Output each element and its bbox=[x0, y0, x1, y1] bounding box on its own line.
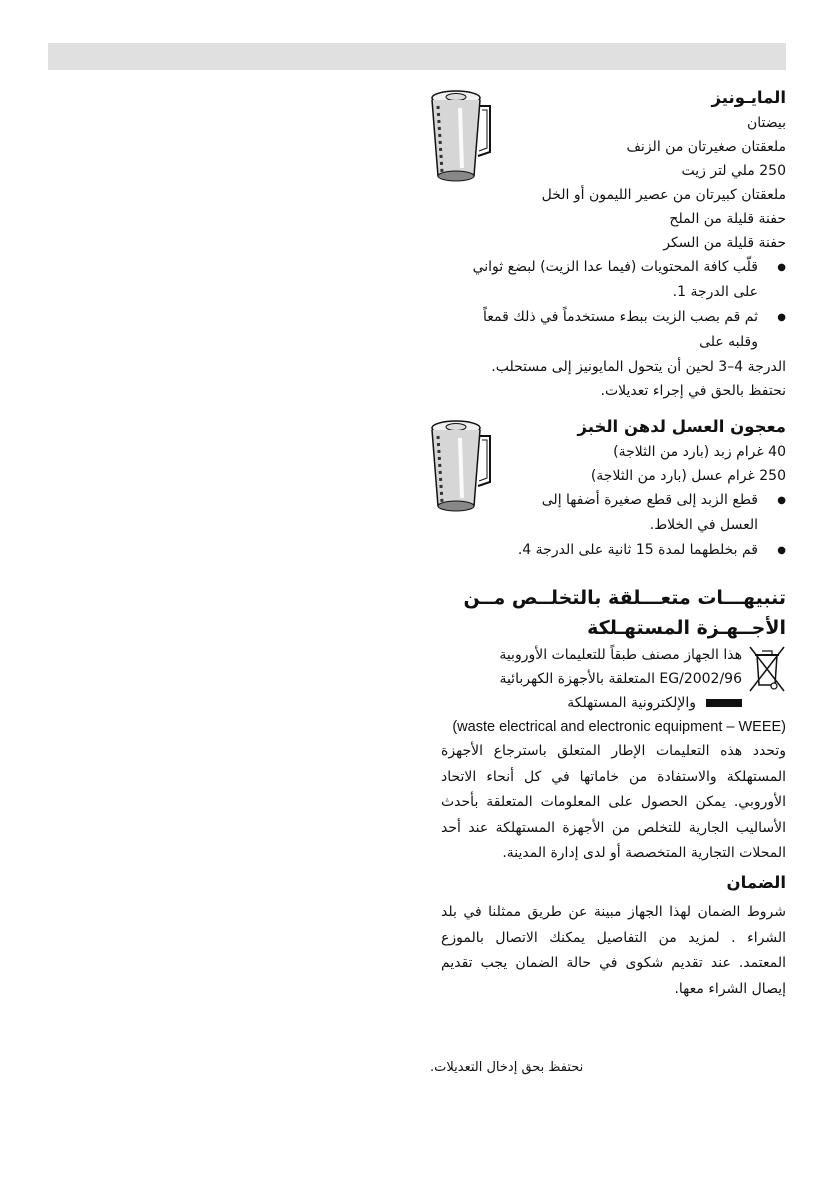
step-bullet: ● ثم قم بصب الزيت ببطء مستخدماً في ذلك قمعاً وقلبه على bbox=[468, 305, 786, 355]
weee-line: هذا الجهاز مصنف طبقاً للتعليمات الأوروبية bbox=[499, 647, 742, 663]
disposal-paragraph: وتحدد هذه التعليمات الإطار المتعلق باسترجاع الأجهزة المستهلكة والاستفادة من خاماتها في كل أنحاء الاتحاد الأوروبي. يمكن الحصول على المعلومات المتعلقة بأحدث الأساليب الجارية للتخلص من الأجهزة المستهلكة عند أحد المحلات التجارية المتخصصة أو لدى إدارة المدينة. bbox=[441, 743, 786, 861]
mayonnaise-section bbox=[441, 85, 786, 403]
header-bar bbox=[48, 43, 786, 70]
ingredient: حفنة قليلة من السكر bbox=[663, 235, 786, 251]
section-title: تنبيهـــات متعـــلقة بالتخلــص مــن bbox=[463, 587, 786, 609]
ingredient: بيضتان bbox=[746, 115, 786, 131]
black-bar-marker bbox=[706, 699, 742, 707]
step-bullet: ● قم بخلطهما لمدة 15 ثانية على الدرجة 4. bbox=[468, 538, 786, 563]
ingredient: 250 غرام عسل (بارد من الثلاجة) bbox=[590, 468, 786, 484]
disposal-section bbox=[441, 583, 786, 867]
section-title: المايـونيز bbox=[711, 88, 786, 107]
step-text: الدرجة 4–3 لحين أن يتحول المايونيز إلى مستحلب. bbox=[491, 359, 786, 375]
ingredient: ملعقتان صغيرتان من الزنف bbox=[626, 139, 786, 155]
warranty-paragraph: شروط الضمان لهذا الجهاز مبينة عن طريق ممثلنا في بلد الشراء . لمزيد من التفاصيل يمكنك الاتصال بالموزع المعتمد. عند تقديم شكوى في حالة الضمان يجب تقديم إيصال الشراء معها. bbox=[441, 904, 786, 997]
section-title: الأجــهـزة المستهـلكة bbox=[587, 617, 786, 639]
ingredient: حفنة قليلة من الملح bbox=[669, 211, 786, 227]
honey-butter-section bbox=[441, 414, 786, 563]
section-title: الضمان bbox=[726, 873, 786, 892]
weee-line: 2002/96/EG المتعلقة بالأجهزة الكهربائية bbox=[499, 671, 742, 687]
step-bullet: ● قطع الزبد إلى قطع صغيرة أضفها إلى العسل في الخلاط. bbox=[518, 488, 786, 538]
crossed-out-wheelie-bin-icon bbox=[748, 645, 786, 693]
ingredient: ملعقتان كبيرتان من عصير الليمون أو الخل bbox=[541, 187, 786, 203]
ingredient: 40 غرام زبد (بارد من الثلاجة) bbox=[613, 444, 786, 460]
weee-line: والإلكترونية المستهلكة bbox=[567, 695, 696, 711]
warranty-section bbox=[441, 870, 786, 1002]
note-text: نحتفظ بالحق في إجراء تعديلات. bbox=[600, 383, 786, 399]
weee-notice bbox=[441, 643, 786, 715]
step-bullet: ● قلّب كافة المحتويات (فيما عدا الزيت) لبضع ثواني على الدرجة 1. bbox=[468, 255, 786, 305]
ingredient: 250 ملي لتر زيت bbox=[681, 163, 786, 179]
weee-english: (waste electrical and electronic equipment – WEEE) bbox=[452, 719, 786, 735]
footer-note: نحتفظ بحق إدخال التعديلات. bbox=[430, 1060, 584, 1075]
section-title: معجون العسل لدهن الخبز bbox=[577, 417, 786, 436]
